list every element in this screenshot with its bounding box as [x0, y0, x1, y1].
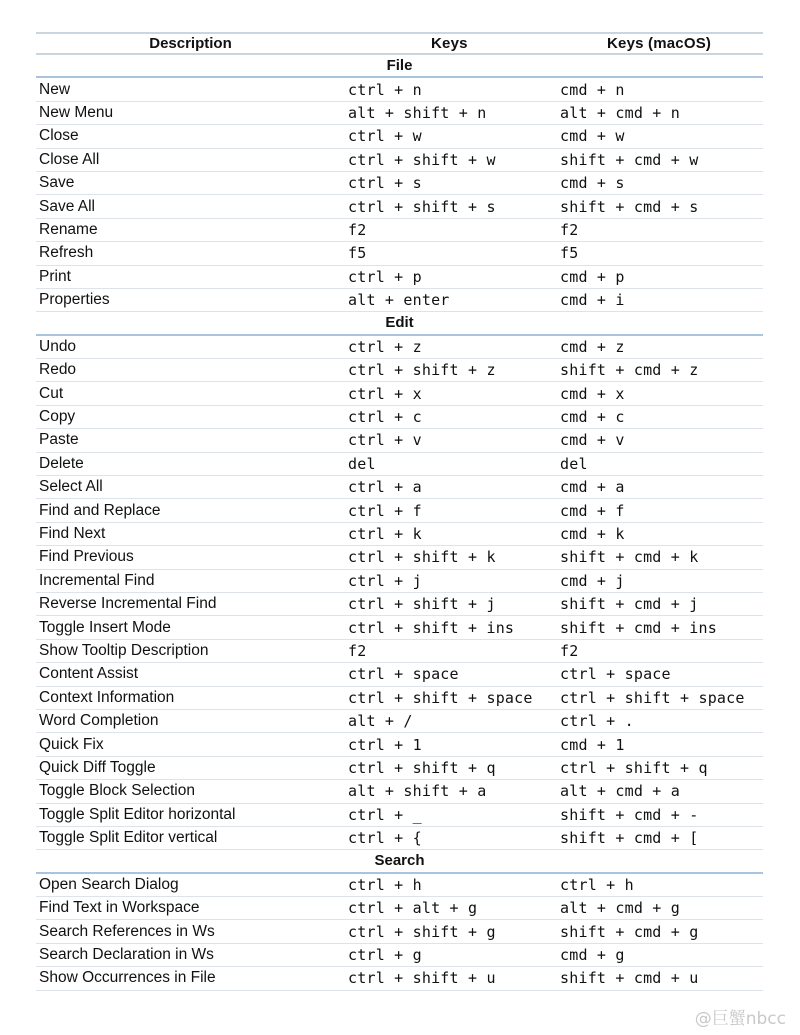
shortcut-keys: f5 — [348, 244, 367, 263]
shortcut-description: Context Information — [39, 688, 175, 706]
table-row — [36, 944, 763, 967]
table-row — [36, 219, 763, 242]
shortcut-keys-mac: cmd + i — [560, 291, 625, 310]
shortcut-keys: ctrl + s — [348, 174, 422, 193]
shortcut-keys: ctrl + h — [348, 875, 422, 894]
table-row — [36, 757, 763, 780]
table-row — [36, 242, 763, 265]
shortcut-keys: ctrl + shift + s — [348, 197, 496, 216]
table-row — [36, 406, 763, 429]
shortcut-keys: ctrl + _ — [348, 805, 422, 824]
table-row — [36, 476, 763, 499]
table-row — [36, 382, 763, 405]
shortcut-keys-mac: alt + cmd + n — [560, 103, 680, 122]
table-row — [36, 710, 763, 733]
shortcut-description: Close All — [39, 150, 100, 168]
shortcut-description: Copy — [39, 408, 76, 426]
table-row — [36, 780, 763, 803]
shortcut-keys: ctrl + 1 — [348, 735, 422, 754]
shortcut-keys: ctrl + a — [348, 478, 422, 497]
shortcut-description: Close — [39, 127, 79, 145]
shortcut-description: Open Search Dialog — [39, 875, 179, 893]
shortcut-keys: ctrl + shift + j — [348, 595, 496, 614]
shortcut-description: Save — [39, 174, 75, 192]
shortcut-keys-mac: alt + cmd + a — [560, 782, 680, 801]
shortcut-keys-mac: cmd + v — [560, 431, 625, 450]
table-row — [36, 78, 763, 101]
section-title: File — [386, 57, 413, 75]
shortcut-keys-mac: shift + cmd + g — [560, 922, 699, 941]
shortcut-keys-mac: shift + cmd + [ — [560, 829, 699, 848]
section-header-edit — [36, 312, 763, 335]
shortcut-keys: f2 — [348, 220, 367, 239]
shortcut-keys-mac: f2 — [560, 220, 579, 239]
table-row — [36, 733, 763, 756]
shortcut-keys: ctrl + k — [348, 525, 422, 543]
shortcut-keys-mac: cmd + 1 — [560, 735, 625, 754]
shortcut-keys-mac: f2 — [560, 641, 579, 660]
shortcut-keys-mac: shift + cmd + w — [560, 150, 699, 169]
shortcut-description: Save All — [39, 197, 96, 215]
table-row — [36, 453, 763, 476]
shortcut-description: New — [39, 80, 71, 98]
table-row — [36, 570, 763, 593]
shortcut-description: Rename — [39, 220, 98, 238]
shortcut-description: Toggle Block Selection — [39, 782, 195, 800]
section-header-search — [36, 850, 763, 873]
shortcut-description: Print — [39, 267, 71, 285]
shortcut-description: Show Tooltip Description — [39, 641, 209, 659]
shortcut-keys-mac: shift + cmd + k — [560, 548, 699, 567]
table-row — [36, 593, 763, 616]
shortcut-keys-mac: cmd + a — [560, 478, 625, 497]
shortcut-description: Quick Diff Toggle — [39, 758, 156, 776]
table-row — [36, 149, 763, 172]
shortcut-description: Select All — [39, 478, 103, 496]
shortcut-keys: ctrl + shift + k — [348, 548, 496, 567]
shortcut-description: Toggle Split Editor horizontal — [39, 805, 236, 823]
shortcut-description: Reverse Incremental Find — [39, 595, 217, 613]
table-row — [36, 172, 763, 195]
shortcut-keys-mac: shift + cmd + s — [560, 197, 699, 216]
shortcut-keys-mac: shift + cmd + z — [560, 361, 699, 380]
table-row — [36, 499, 763, 522]
table-row — [36, 804, 763, 827]
shortcut-keys-mac: ctrl + . — [560, 712, 634, 731]
shortcut-description: Refresh — [39, 244, 94, 262]
shortcut-description: Paste — [39, 431, 79, 449]
shortcut-keys-mac: alt + cmd + g — [560, 899, 680, 918]
shortcut-keys-mac: cmd + w — [560, 127, 625, 146]
shortcut-description: Redo — [39, 361, 77, 379]
shortcut-description: Find Text in Workspace — [39, 899, 200, 917]
shortcut-keys-mac: shift + cmd + ins — [560, 618, 717, 637]
header-keys-mac: Keys (macOS) — [607, 35, 712, 52]
table-row — [36, 687, 763, 710]
table-row — [36, 897, 763, 920]
table-row — [36, 289, 763, 312]
shortcut-keys-mac: ctrl + shift + space — [560, 688, 745, 707]
table-row — [36, 266, 763, 289]
header-keys: Keys — [431, 35, 468, 52]
shortcut-keys: ctrl + n — [348, 80, 422, 99]
shortcut-description: Toggle Split Editor vertical — [39, 829, 218, 847]
shortcut-description: Find and Replace — [39, 501, 161, 519]
table-row — [36, 523, 763, 546]
shortcut-description: Toggle Insert Mode — [39, 618, 171, 636]
table-row — [36, 920, 763, 943]
table-row — [36, 967, 763, 990]
shortcut-description: Delete — [39, 454, 84, 472]
shortcut-keys-mac: cmd + j — [560, 571, 625, 590]
shortcut-keys-mac: ctrl + space — [560, 665, 671, 684]
shortcut-keys: ctrl + x — [348, 384, 422, 403]
table-body — [36, 55, 763, 991]
shortcut-keys-mac: cmd + s — [560, 174, 625, 193]
table-row — [36, 874, 763, 897]
shortcut-keys: ctrl + shift + z — [348, 361, 496, 380]
table-row — [36, 195, 763, 218]
shortcut-keys: ctrl + v — [348, 431, 422, 450]
shortcut-keys: ctrl + w — [348, 127, 422, 146]
table-row — [36, 640, 763, 663]
shortcut-keys-mac: cmd + f — [560, 501, 625, 520]
shortcut-keys: ctrl + alt + g — [348, 899, 478, 918]
shortcut-description: Undo — [39, 337, 77, 355]
shortcut-keys: ctrl + { — [348, 829, 422, 848]
shortcut-description: Find Previous — [39, 548, 134, 566]
shortcut-description: Quick Fix — [39, 735, 104, 753]
shortcut-table — [36, 32, 763, 991]
section-header-file — [36, 55, 763, 78]
shortcut-description: Properties — [39, 291, 110, 309]
shortcut-keys: alt + shift + n — [348, 103, 487, 122]
shortcut-keys-mac: ctrl + h — [560, 875, 634, 894]
shortcut-keys-mac: shift + cmd + u — [560, 969, 699, 988]
shortcut-keys: alt + / — [348, 712, 413, 731]
shortcut-keys-mac: f5 — [560, 244, 579, 263]
shortcut-keys-mac: cmd + x — [560, 384, 625, 403]
shortcut-description: Cut — [39, 384, 64, 402]
shortcut-description: Show Occurrences in File — [39, 969, 216, 987]
shortcut-keys-mac: shift + cmd + j — [560, 595, 699, 614]
shortcut-keys: alt + shift + a — [348, 782, 487, 801]
shortcut-keys-mac: cmd + z — [560, 337, 625, 356]
shortcut-keys: ctrl + shift + u — [348, 969, 496, 988]
table-row — [36, 359, 763, 382]
section-title: Search — [374, 852, 425, 870]
shortcut-keys: ctrl + shift + g — [348, 922, 496, 941]
shortcut-keys: ctrl + shift + space — [348, 688, 533, 707]
watermark: @巨蟹nbcc — [694, 1009, 786, 1029]
table-row — [36, 663, 763, 686]
shortcut-keys-mac: cmd + c — [560, 408, 625, 427]
shortcut-keys-mac: shift + cmd + - — [560, 805, 699, 824]
shortcut-description: Search References in Ws — [39, 922, 215, 940]
table-row — [36, 827, 763, 850]
table-row — [36, 616, 763, 639]
shortcut-keys: ctrl + j — [348, 571, 422, 590]
shortcut-description: Content Assist — [39, 665, 139, 683]
shortcut-keys-mac: cmd + k — [560, 525, 625, 543]
shortcut-keys: ctrl + g — [348, 946, 422, 965]
shortcut-keys: alt + enter — [348, 291, 450, 310]
shortcut-description: Search Declaration in Ws — [39, 946, 214, 964]
table-row — [36, 546, 763, 569]
shortcut-keys: ctrl + z — [348, 337, 422, 356]
shortcut-keys: ctrl + c — [348, 408, 422, 427]
shortcut-keys: ctrl + shift + w — [348, 150, 496, 169]
shortcut-keys: ctrl + space — [348, 665, 459, 684]
section-title: Edit — [385, 314, 414, 332]
shortcut-keys: ctrl + f — [348, 501, 422, 520]
shortcut-keys: ctrl + shift + ins — [348, 618, 515, 637]
shortcut-keys: ctrl + shift + q — [348, 758, 496, 777]
shortcut-keys-mac: cmd + n — [560, 80, 625, 99]
shortcut-keys-mac: cmd + p — [560, 267, 625, 286]
table-row — [36, 336, 763, 359]
table-header — [36, 32, 763, 55]
shortcut-keys: del — [348, 454, 376, 473]
header-description: Description — [149, 35, 232, 52]
shortcut-description: Word Completion — [39, 712, 159, 730]
shortcut-keys-mac: cmd + g — [560, 946, 625, 965]
table-row — [36, 102, 763, 125]
shortcut-description: Incremental Find — [39, 571, 155, 589]
shortcut-description: New Menu — [39, 103, 114, 121]
shortcut-keys-mac: del — [560, 454, 588, 473]
shortcut-keys: f2 — [348, 641, 367, 660]
shortcut-description: Find Next — [39, 525, 106, 542]
shortcut-keys-mac: ctrl + shift + q — [560, 758, 708, 777]
table-row — [36, 125, 763, 148]
table-row — [36, 429, 763, 452]
shortcut-keys: ctrl + p — [348, 267, 422, 286]
